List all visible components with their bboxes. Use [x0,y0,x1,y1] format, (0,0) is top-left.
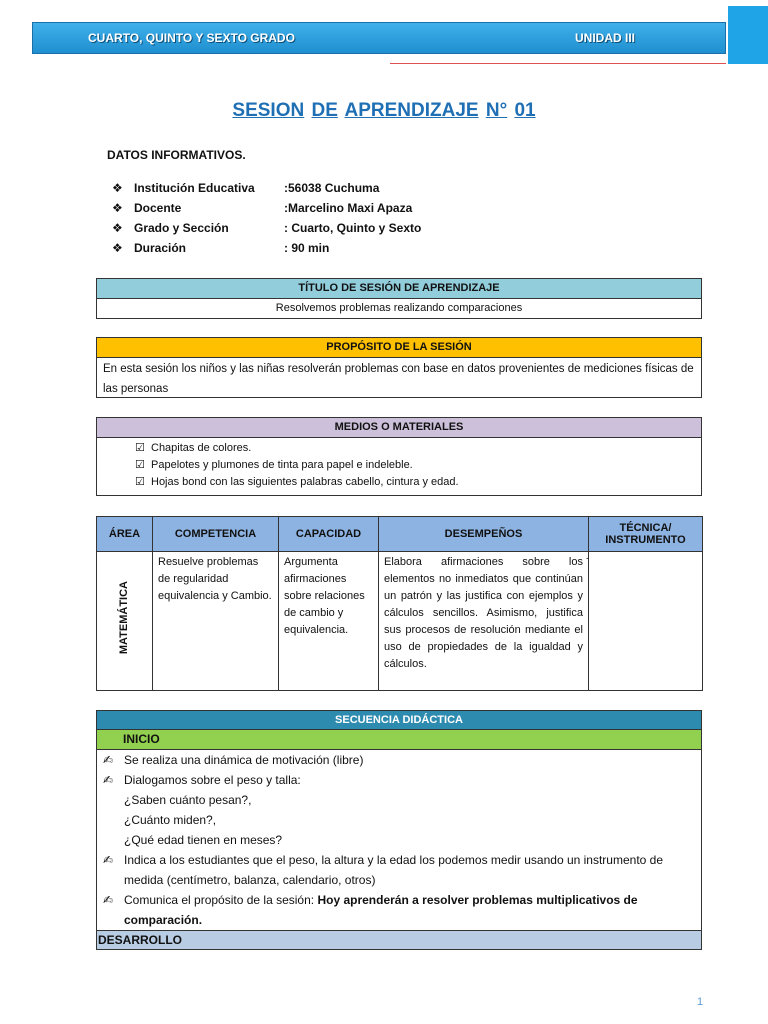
desarrollo-heading: DESARROLLO [97,930,701,949]
info-value: : Cuarto, Quinto y Sexto [284,221,422,235]
header-unit-text: UNIDAD III [575,31,635,45]
competencia-cell: Resuelve problemas de regularidad equivalencia y Cambio. [153,552,279,691]
secuencia-box [96,710,702,950]
tecnica-cell [586,552,703,691]
title-word: N° [485,100,508,121]
list-item [135,474,701,491]
list-item [135,440,701,457]
medios-heading: MEDIOS O MATERIALES [97,418,701,438]
title-word: DE [311,100,338,121]
info-row-institucion [112,181,380,195]
table-header-row [97,517,703,552]
pen-bullet-icon: ✍ [103,853,114,867]
list-item [97,890,701,930]
title-word: 01 [514,100,536,121]
area-text: MATEMÁTICA [118,581,130,655]
proposito-box [96,337,702,398]
info-value: : 90 min [284,241,330,255]
competencias-table [96,516,703,691]
list-item [97,750,701,770]
diamond-bullet-icon: ❖ [112,181,123,195]
col-header-tecnica: TÉCNICA/ INSTRUMENTO [589,517,703,552]
titulo-sesion-text: Resolvemos problemas realizando comparaciones [275,302,523,314]
titulo-sesion-box [96,278,702,319]
info-label: Docente [134,201,182,215]
title-word: SESION [232,100,305,121]
titulo-sesion-heading: TÍTULO DE SESIÓN DE APRENDIZAJE [97,279,701,299]
secuencia-heading: SECUENCIA DIDÁCTICA [97,711,701,730]
datos-heading: DATOS INFORMATIVOS. [107,148,246,162]
step-text: Indica a los estudiantes que el peso, la altura y la edad los podemos medir usando un instrumento de medida (centímetro, balanza, calendario, otros) [124,853,664,887]
checkbox-icon: ☑ [135,459,145,471]
info-label: Institución Educativa [134,181,255,195]
info-row-docente [112,201,413,215]
material-text: Hojas bond con las siguientes palabras cabello, cintura y edad. [151,476,459,488]
material-text: Papelotes y plumones de tinta para papel e indeleble. [151,459,413,471]
col-header-area: ÁREA [97,517,153,552]
step-text: Dialogamos sobre el peso y talla: [124,773,301,787]
list-item [97,850,701,890]
info-value: :56038 Cuchuma [284,181,380,195]
diamond-bullet-icon: ❖ [112,201,123,215]
info-label: Grado y Sección [134,221,229,235]
page-title [0,100,768,122]
col-header-competencia: COMPETENCIA [153,517,279,552]
col-header-capacidad: CAPACIDAD [279,517,379,552]
diamond-bullet-icon: ❖ [112,241,123,255]
pen-bullet-icon: ✍ [103,753,114,767]
diamond-bullet-icon: ❖ [112,221,123,235]
corner-accent [728,6,768,64]
list-item [97,770,701,790]
medios-box [96,417,702,496]
question-line: ¿Qué edad tienen en meses? [124,833,283,847]
capacidad-cell: Argumenta afirmaciones sobre relaciones de cambio y equivalencia. [279,552,379,691]
info-label: Duración [134,241,187,255]
desempenos-cell: Elabora afirmaciones sobre los elementos no inmediatos que continúan un patrón y las justifica con ejemplos y cálculos sencillos. Asimismo, justifica sus procesos de resolución mediante el uso de propiedades de la igualdad y cálculos. [379,552,589,691]
step-text: Se realiza una dinámica de motivación (libre) [124,753,364,767]
pen-bullet-icon: ✍ [103,773,114,787]
proposito-heading: PROPÓSITO DE LA SESIÓN [97,338,701,358]
inicio-heading: INICIO [97,730,701,750]
title-word: APRENDIZAJE [344,100,479,121]
header-banner [32,22,726,54]
header-grade-text: CUARTO, QUINTO Y SEXTO GRADO [88,31,295,45]
checkbox-icon: ☑ [135,442,145,454]
info-row-grado [112,221,422,235]
page-number: 1 [697,996,704,1008]
step-text: Comunica el propósito de la sesión: [124,893,318,907]
proposito-text: En esta sesión los niños y las niñas resolverán problemas con base en datos provenientes de mediciones físicas de las personas [103,363,694,395]
step-highlight-text: Hoy aprenderán a resolver problemas multiplicativos de comparación. [124,893,638,927]
list-item [135,457,701,474]
question-line: ¿Cuánto miden?, [124,813,217,827]
material-text: Chapitas de colores. [151,442,252,454]
tecnica-text: - [586,553,589,563]
pen-bullet-icon: ✍ [103,893,114,907]
area-cell [97,552,153,691]
question-line: ¿Saben cuánto pesan?, [124,793,252,807]
checkbox-icon: ☑ [135,476,145,488]
col-header-desempenos: DESEMPEÑOS [379,517,589,552]
table-row [97,552,703,691]
info-value: :Marcelino Maxi Apaza [284,201,413,215]
info-row-duracion [112,241,330,255]
divider-line [390,63,726,64]
